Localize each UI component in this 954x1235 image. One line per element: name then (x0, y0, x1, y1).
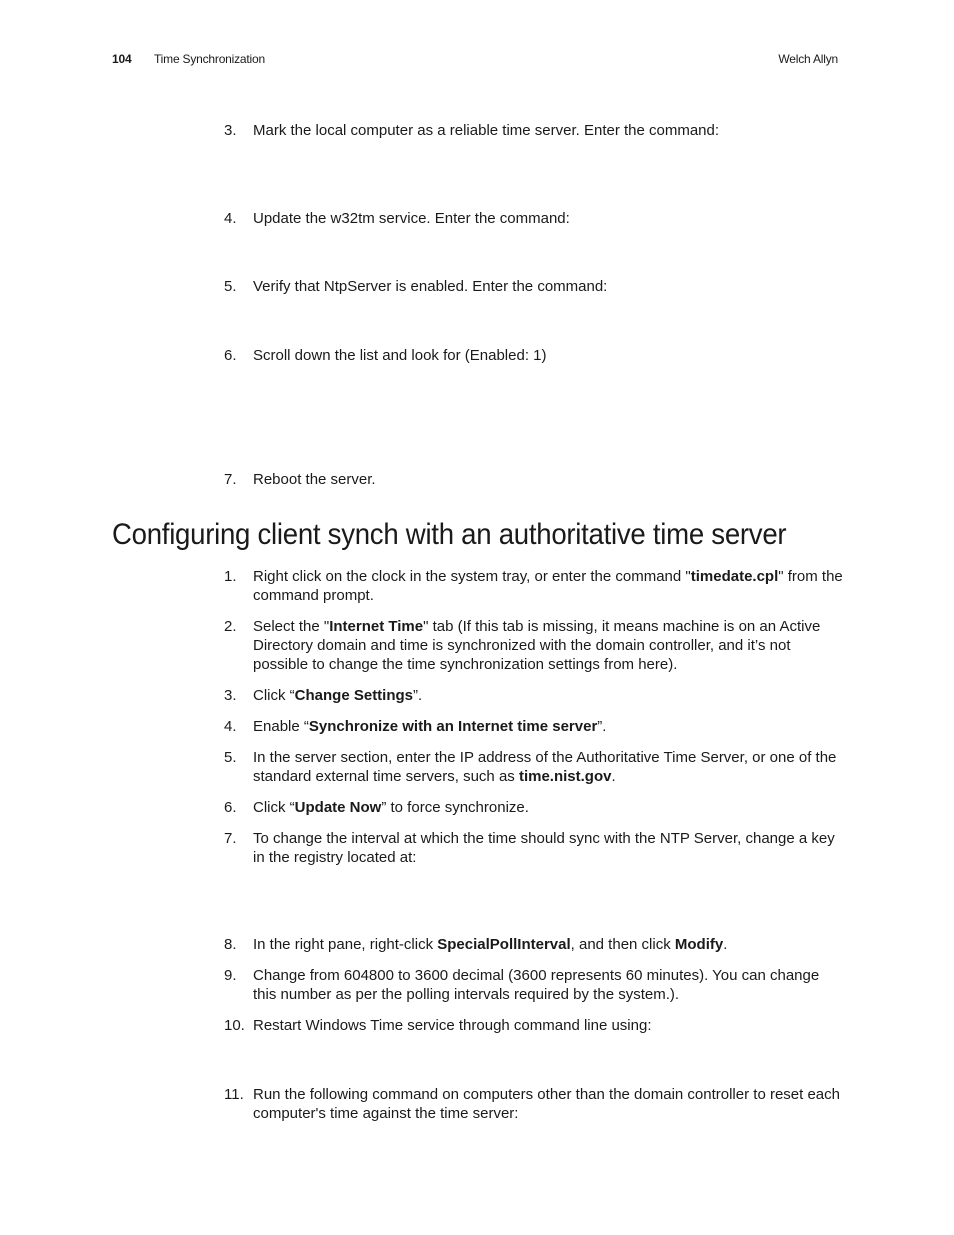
button-name: Update Now (294, 799, 382, 816)
list-item (224, 617, 844, 674)
list-item (224, 1085, 844, 1123)
step-number: 2. (224, 618, 237, 635)
server-name: time.nist.gov (518, 768, 612, 785)
list-item (224, 277, 844, 296)
page-header (0, 52, 954, 70)
step-number: 6. (224, 799, 237, 816)
registry-value-name: SpecialPollInterval (437, 936, 571, 953)
list-item (224, 121, 844, 140)
step-number: 11. (224, 1086, 244, 1103)
option-name: Synchronize with an Internet time server (308, 718, 598, 735)
list-item (224, 1016, 844, 1035)
step-text: Change from 604800 to 3600 decimal (3600 represents 60 minutes). You can change this number as per the polling intervals required by the system.). (253, 967, 820, 1003)
list-item (224, 935, 844, 954)
step-number: 5. (224, 749, 237, 766)
list-item (224, 346, 844, 365)
list-item (224, 798, 844, 817)
step-number: 3. (224, 122, 237, 139)
step-text: Restart Windows Time service through command line using: (253, 1017, 652, 1034)
step-number: 4. (224, 210, 237, 227)
step-text: Scroll down the list and look for (Enabled: 1) (253, 347, 547, 364)
step-text: Run the following command on computers other than the domain controller to reset each computer's time against the time server: (253, 1086, 840, 1122)
step-text: Enable “Synchronize with an Internet time server”. (253, 718, 607, 735)
list-item (224, 748, 844, 786)
step-number: 9. (224, 967, 237, 984)
section-heading: Configuring client synch with an authoritative time server (112, 518, 787, 551)
list-item (224, 966, 844, 1004)
list-item (224, 829, 844, 867)
step-number: 6. (224, 347, 237, 364)
brand-name: Welch Allyn (778, 52, 838, 66)
step-number: 1. (224, 568, 237, 585)
step-text: Verify that NtpServer is enabled. Enter the command: (253, 278, 608, 295)
step-text: Click “Update Now” to force synchronize. (253, 799, 529, 816)
step-number: 10. (224, 1017, 245, 1034)
step-number: 3. (224, 687, 237, 704)
step-text: Click “Change Settings”. (253, 687, 423, 704)
tab-name: Internet Time (329, 618, 424, 635)
step-number: 7. (224, 830, 237, 847)
button-name: Change Settings (294, 687, 414, 704)
step-text: In the server section, enter the IP address of the Authoritative Time Server, or one of the standard external time servers, such as time.nist.gov. (253, 749, 837, 785)
running-section-title: Time Synchronization (154, 52, 265, 66)
step-text: Mark the local computer as a reliable time server. Enter the command: (253, 122, 720, 139)
step-text: Update the w32tm service. Enter the command: (253, 210, 570, 227)
list-item (224, 209, 844, 228)
step-text: Reboot the server. (253, 471, 376, 488)
step-number: 4. (224, 718, 237, 735)
step-text: To change the interval at which the time should sync with the NTP Server, change a key in the registry located at: (253, 830, 835, 866)
command-name: timedate.cpl (690, 568, 779, 585)
step-text: Right click on the clock in the system tray, or enter the command "timedate.cpl" from the command prompt. (253, 568, 843, 604)
list-item (224, 470, 844, 489)
list-item (224, 686, 844, 705)
list-item (224, 567, 844, 605)
step-number: 8. (224, 936, 237, 953)
list-item (224, 717, 844, 736)
step-number: 5. (224, 278, 237, 295)
step-text: Select the "Internet Time" tab (If this tab is missing, it means machine is on an Active Directory domain and time is synchronized with the domain controller, and it’s not possible to change the time synchronization settings from here). (253, 618, 821, 673)
step-text: In the right pane, right-click SpecialPollInterval, and then click Modify. (253, 936, 728, 953)
step-number: 7. (224, 471, 237, 488)
menu-command-name: Modify (674, 936, 724, 953)
page-number: 104 (112, 52, 132, 66)
